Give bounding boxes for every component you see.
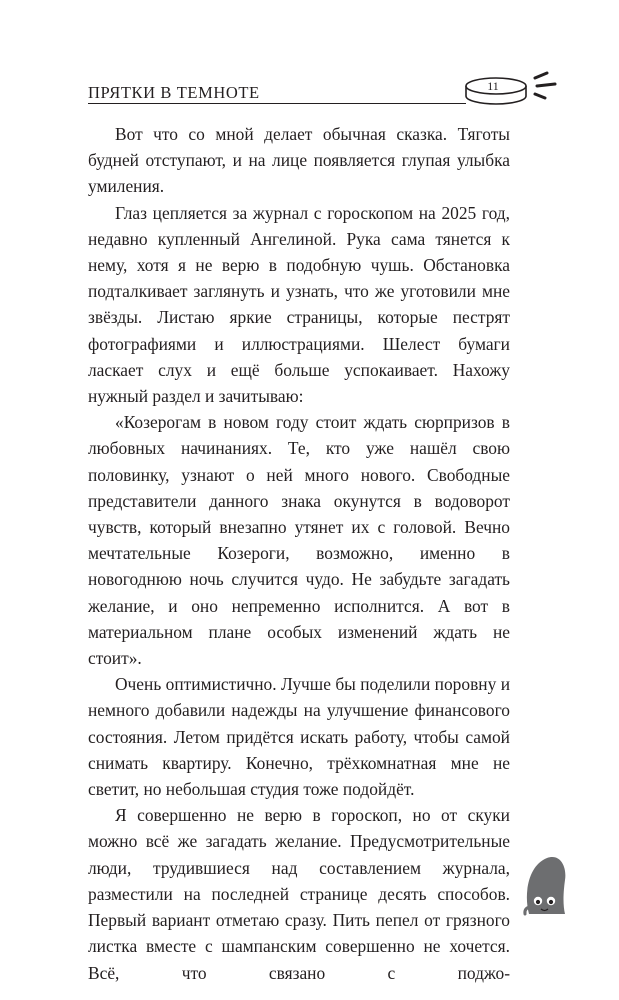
paragraph: Вот что со мной делает обычная сказка. Тяготы будней отступают, и на лице появляется глупая улыбка умиления. xyxy=(88,124,510,197)
page-number: 11 xyxy=(487,79,499,93)
running-title: ПРЯТКИ В ТЕМНОТЕ xyxy=(88,83,260,102)
header-rule xyxy=(88,103,466,104)
paragraph: Я совершенно не верю в гороскоп, но от скуки можно всё же загадать желание. Предусмотрительные люди, трудившиеся над составлением журнала, разместили на последней странице десять способов. Первый вариант отметаю сразу. Пить пепел от грязного листка вместе с шампанским совершенно не хочется. Всё, что связано с поджо- xyxy=(88,805,510,983)
peeking-creature-icon xyxy=(521,852,567,916)
paragraph: «Козерогам в новом году стоит ждать сюрпризов в любовных начинаниях. Те, кто уже нашёл свою половинку, узнают о ней много нового. Свободные представители данного знака окунутся в водоворот чувств, который внезапно утянет их с головой. Вечно мечтательные Козероги, возможно, именно в новогоднюю ночь случится чудо. Не забудьте загадать желание, и оно непременно исполнится. А вот в материальном плане особых изменений ждать не стоит». xyxy=(88,412,510,669)
paragraph: Глаз цепляется за журнал с гороскопом на 2025 год, недавно купленный Ангелиной. Рука сама тянется к нему, хотя я не верю в подобную чушь. Обстановка подталкивает заглянуть и узнать, что же уготовили мне звёзды. Листаю яркие страницы, которые пестрят фотографиями и иллюстрациями. Шелест бумаги ласкает слух и ещё больше успокаивает. Нахожу нужный раздел и зачитываю: xyxy=(88,202,510,407)
body-text xyxy=(88,121,510,986)
mascot-icon xyxy=(521,852,567,916)
page-number-badge xyxy=(460,66,560,110)
paragraph: Очень оптимистично. Лучше бы поделили поровну и немного добавили надежды на улучшение финансового состояния. Летом придётся искать работу, чтобы самой снимать квартиру. Конечно, трёхкомнатная мне не светит, но небольшая студия тоже подойдёт. xyxy=(88,674,510,800)
